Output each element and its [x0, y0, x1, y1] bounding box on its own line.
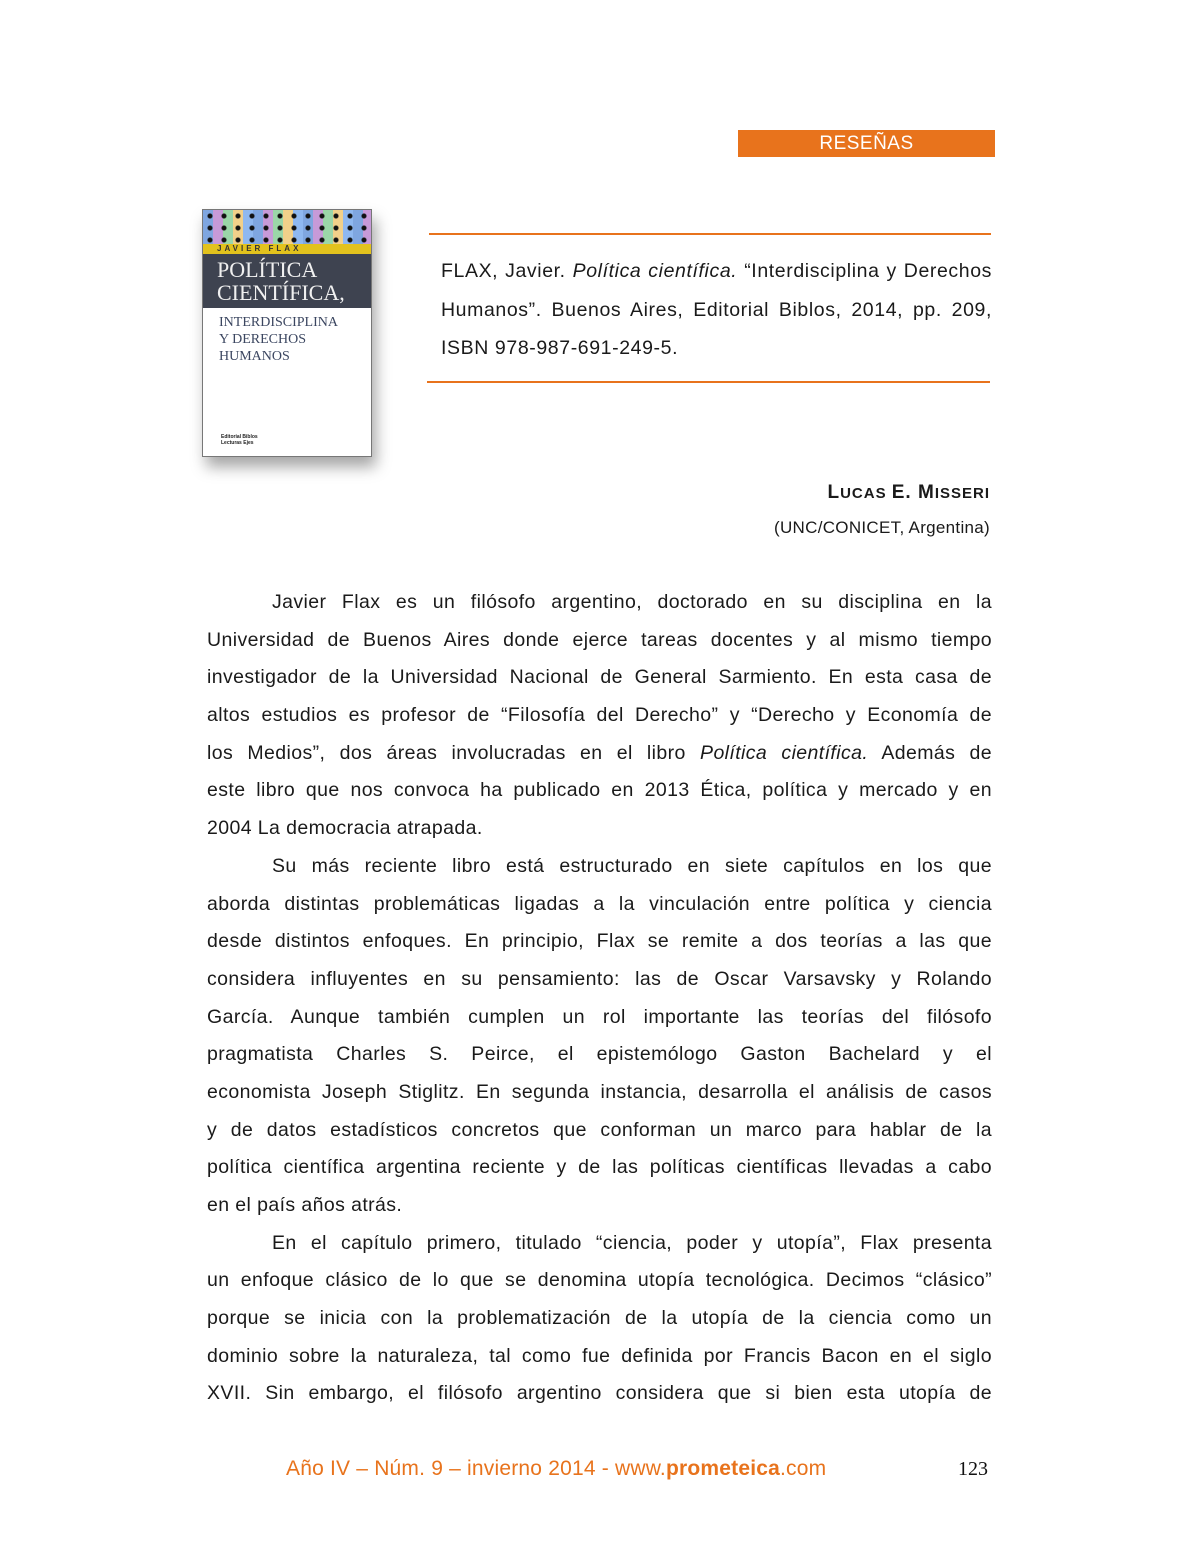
text-line: aborda distintas problemáticas ligadas a la vinculación entre política y ciencia: [207, 892, 992, 915]
divider-top: [429, 233, 991, 235]
cover-pattern: [203, 210, 371, 244]
text-line: este libro que nos convoca ha publicado en 2013 Ética, política y mercado y en: [207, 779, 992, 802]
cover-title-line: POLÍTICA: [217, 257, 318, 282]
text-line: los Medios”, dos áreas involucradas en el libro Política científica. Además de: [207, 741, 993, 764]
site-name: prometeica: [665, 1457, 780, 1480]
text-line: En el capítulo primero, titulado “ciencia, poder y utopía”, Flax presenta: [272, 1231, 992, 1254]
book-cover-image: [202, 209, 372, 457]
text-line: dominio sobre la naturaleza, tal como fue definida por Francis Bacon en el siglo: [207, 1344, 992, 1367]
text-line: García. Aunque también cumplen un rol importante las teorías del filósofo: [207, 1005, 992, 1028]
cover-subtitle: [203, 308, 371, 365]
text-line: investigador de la Universidad Nacional de General Sarmiento. En esta casa de: [207, 666, 992, 689]
page-number: 123: [958, 1458, 988, 1480]
cover-author: JAVIER FLAX: [203, 244, 371, 254]
ref-details: “Interdisciplina y Derechos Humanos”. Buenos Aires, Editorial Biblos, 2014, pp. 209, ISBN 978-987-691-249-5.: [441, 260, 993, 359]
text-line: pragmatista Charles S. Peirce, el epistemólogo Gaston Bachelard y el: [207, 1043, 992, 1066]
text-line: economista Joseph Stiglitz. En segunda instancia, desarrolla el análisis de casos: [207, 1080, 992, 1103]
text-line: un enfoque clásico de lo que se denomina utopía tecnológica. Decimos “clásico”: [207, 1269, 992, 1292]
cover-subtitle-line: INTERDISCIPLINA: [219, 315, 338, 330]
cover-subtitle-line: Y DERECHOS: [219, 332, 306, 347]
book-title-italic: Política científica.: [700, 741, 869, 764]
text-line: considera influyentes en su pensamiento: las de Oscar Varsavsky y Rolando: [207, 967, 992, 990]
book-reference: [441, 252, 992, 368]
text-line: Javier Flax es un filósofo argentino, doctorado en su disciplina en la: [272, 591, 992, 613]
reviewer-name: LUCAS E. MISSERI: [827, 482, 990, 503]
text-line: en el país años atrás.: [207, 1194, 403, 1216]
cover-title-line: CIENTÍFICA,: [217, 280, 345, 305]
text-line: desde distintos enfoques. En principio, Flax se remite a dos teorías a las que: [207, 930, 992, 953]
cover-publisher-line: Editorial Biblos: [221, 434, 258, 440]
cover-title: [203, 254, 371, 308]
cover-subtitle-line: HUMANOS: [219, 349, 290, 364]
text-line: 2004 La democracia atrapada.: [207, 817, 483, 840]
ref-title: Política científica.: [572, 260, 738, 282]
text-line: Universidad de Buenos Aires donde ejerce tareas docentes y al mismo tiempo: [207, 628, 992, 651]
text-line: y de datos estadísticos concretos que conforman un marco para hablar de la: [207, 1118, 992, 1141]
section-tag: RESEÑAS: [738, 130, 995, 157]
divider-bottom: [427, 381, 990, 383]
reviewer-affiliation: (UNC/CONICET, Argentina): [774, 518, 990, 537]
review-body: [207, 584, 992, 1413]
text-line: Su más reciente libro está estructurado en siete capítulos en los que: [272, 854, 992, 877]
cover-publisher: [221, 434, 258, 446]
journal-footer: Año IV – Núm. 9 – invierno 2014 - www.prometeica.com: [286, 1457, 827, 1480]
text-line: altos estudios es profesor de “Filosofía del Derecho” y “Derecho y Economía de: [207, 704, 992, 727]
ref-author: FLAX, Javier.: [441, 260, 573, 282]
text-line: XVII. Sin embargo, el filósofo argentino considera que si bien esta utopía de: [207, 1382, 992, 1405]
text-line: política científica argentina reciente y de las políticas científicas llevadas a cabo: [207, 1156, 992, 1179]
text-line: porque se inicia con la problematización de la utopía de la ciencia como un: [207, 1307, 992, 1330]
cover-publisher-line: Lecturas Ejes: [221, 440, 254, 446]
